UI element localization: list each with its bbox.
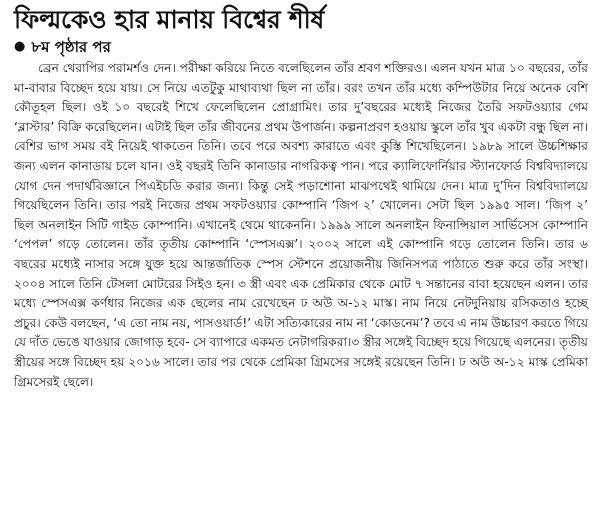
article-paragraph: ব্রেন থেরাপির পরামর্শও দেন। পরীক্ষা করিয়ে নিতে বলেছিলেন তাঁর শ্রবণ শক্তিরও। এলন যখন মাত্র ১০ বছরের, তাঁর মা-বাবার বিচ্ছেদ হয়ে যায়। সে নিয়ে এতটুকু মাথাব্যথা ছিল না তাঁর। বরং তখন তাঁর মধ্যে কম্পিউটার নিয়ে অনেক বেশি কৌতূহল ছিল। ওই ১০ বছরেই শিখে ফেলেছিলেন প্রোগ্রামিং। তার দু’বছরের মধ্যেই নিজের তৈরি সফটওয়্যার গেম ‘ব্লাস্টার’ বিক্রি করেছিলেন। এটাই ছিল তাঁর জীবনের প্রথম উপার্জন। কল্পনাপ্রবণ হওয়ায় স্কুলে তাঁর খুব একটা বন্ধু ছিল না। বেশির ভাগ সময় বই নিয়েই থাকতেন তিনি। তবে পরে অবশ্য কারাতে এবং কুস্তি শিখেছিলেন। ১৯৮৯ সালে উচ্চশিক্ষার জন্য এলন কানাডায় চলে যান। ওই বছরই তিনি কানাডার নাগরিকত্ব পান। পরে ক্যালিফোর্নিয়ার স্ট্যানফোর্ড বিশ্ববিদ্যালয়ে যোগ দেন পদার্থবিজ্ঞানে পিএইচডি করার জন্য। কিন্তু সেই পড়াশোনা মাঝপথেই থামিয়ে দেন। মাত্র দু’দিন বিশ্ববিদ্যালয়ে গিয়েছিলেন তিনি। তার পরই নিজের প্রথম সফটওয়্যার কোম্পানি ‘জিপ ২’ খোলেন। সেটা ছিল ১৯৯৫ সাল। ‘জিপ ২’ ছিল অনলাইন সিটি গাইড কোম্পানি। এখানেই থেমে থাকেননি। ১৯৯৯ সালে অনলাইন ফিনান্সিয়াল সার্ভিসেস কোম্পানি ‘পেপল’ গড়ে তোলেন। তাঁর তৃতীয় কোম্পানি ‘স্পেসএক্স’। ২০০২ সালে এই কোম্পানি গড়ে তোলেন তিনি। তার ৬ বছরের মধ্যেই নাসার সঙ্গে যুক্ত হয়ে আন্তর্জাতিক স্পেস স্টেশনে প্রয়োজনীয় জিনিসপত্র পাঠাতে শুরু করে তাঁর সংস্থা। ২০০৪ সালে তিনি টেসলা মোটরের সিইও হন। ৩ স্ত্রী এবং এক প্রেমিকার থেকে মোট ৭ সন্তানের বাবা হয়েছেন এলন। তার মধ্যে স্পেসএক্স কর্ণধার নিজের এক ছেলের নাম রেখেছেন ঢ অউ অ-১২ মাস্ক। নাম নিয়ে নেটদুনিয়ায় রসিকতাও হচ্ছে প্রচুর। কেউ বলছেন, ‘এ তো নাম নয়, পাসওয়ার্ড!’ এটা সত্যিকারের নাম না ‘কোডনেম’? তবে এ নাম উচ্চারণ করতে গিয়ে যে দাঁত ভেঙে যাওয়ার জোগাড় হবে- সে ব্যাপারে একমত নেটাগরিকরা।৩ স্ত্রীর সঙ্গেই বিচ্ছেদ হয়ে গিয়েছে এলনের। তৃতীয় স্ত্রীয়ের সঙ্গে বিচ্ছেদ হয় ২০১৬ সালে। তার পর থেকে প্রেমিকা গ্রিমসের সঙ্গেই রয়েছেন তিনি। ঢ অউ অ-১২ মাস্ক প্রেমিকা গ্রিমসেরই ছেলে। — [14, 61, 588, 389]
bullet-icon: ● — [14, 39, 26, 54]
article-body — [14, 59, 588, 392]
continued-from-line — [14, 37, 588, 57]
headline: ফিল্মকেও হার মানায় বিশ্বের শীর্ষ — [14, 5, 324, 34]
continued-from-label: ৮ম পৃষ্ঠার পর — [31, 38, 111, 56]
